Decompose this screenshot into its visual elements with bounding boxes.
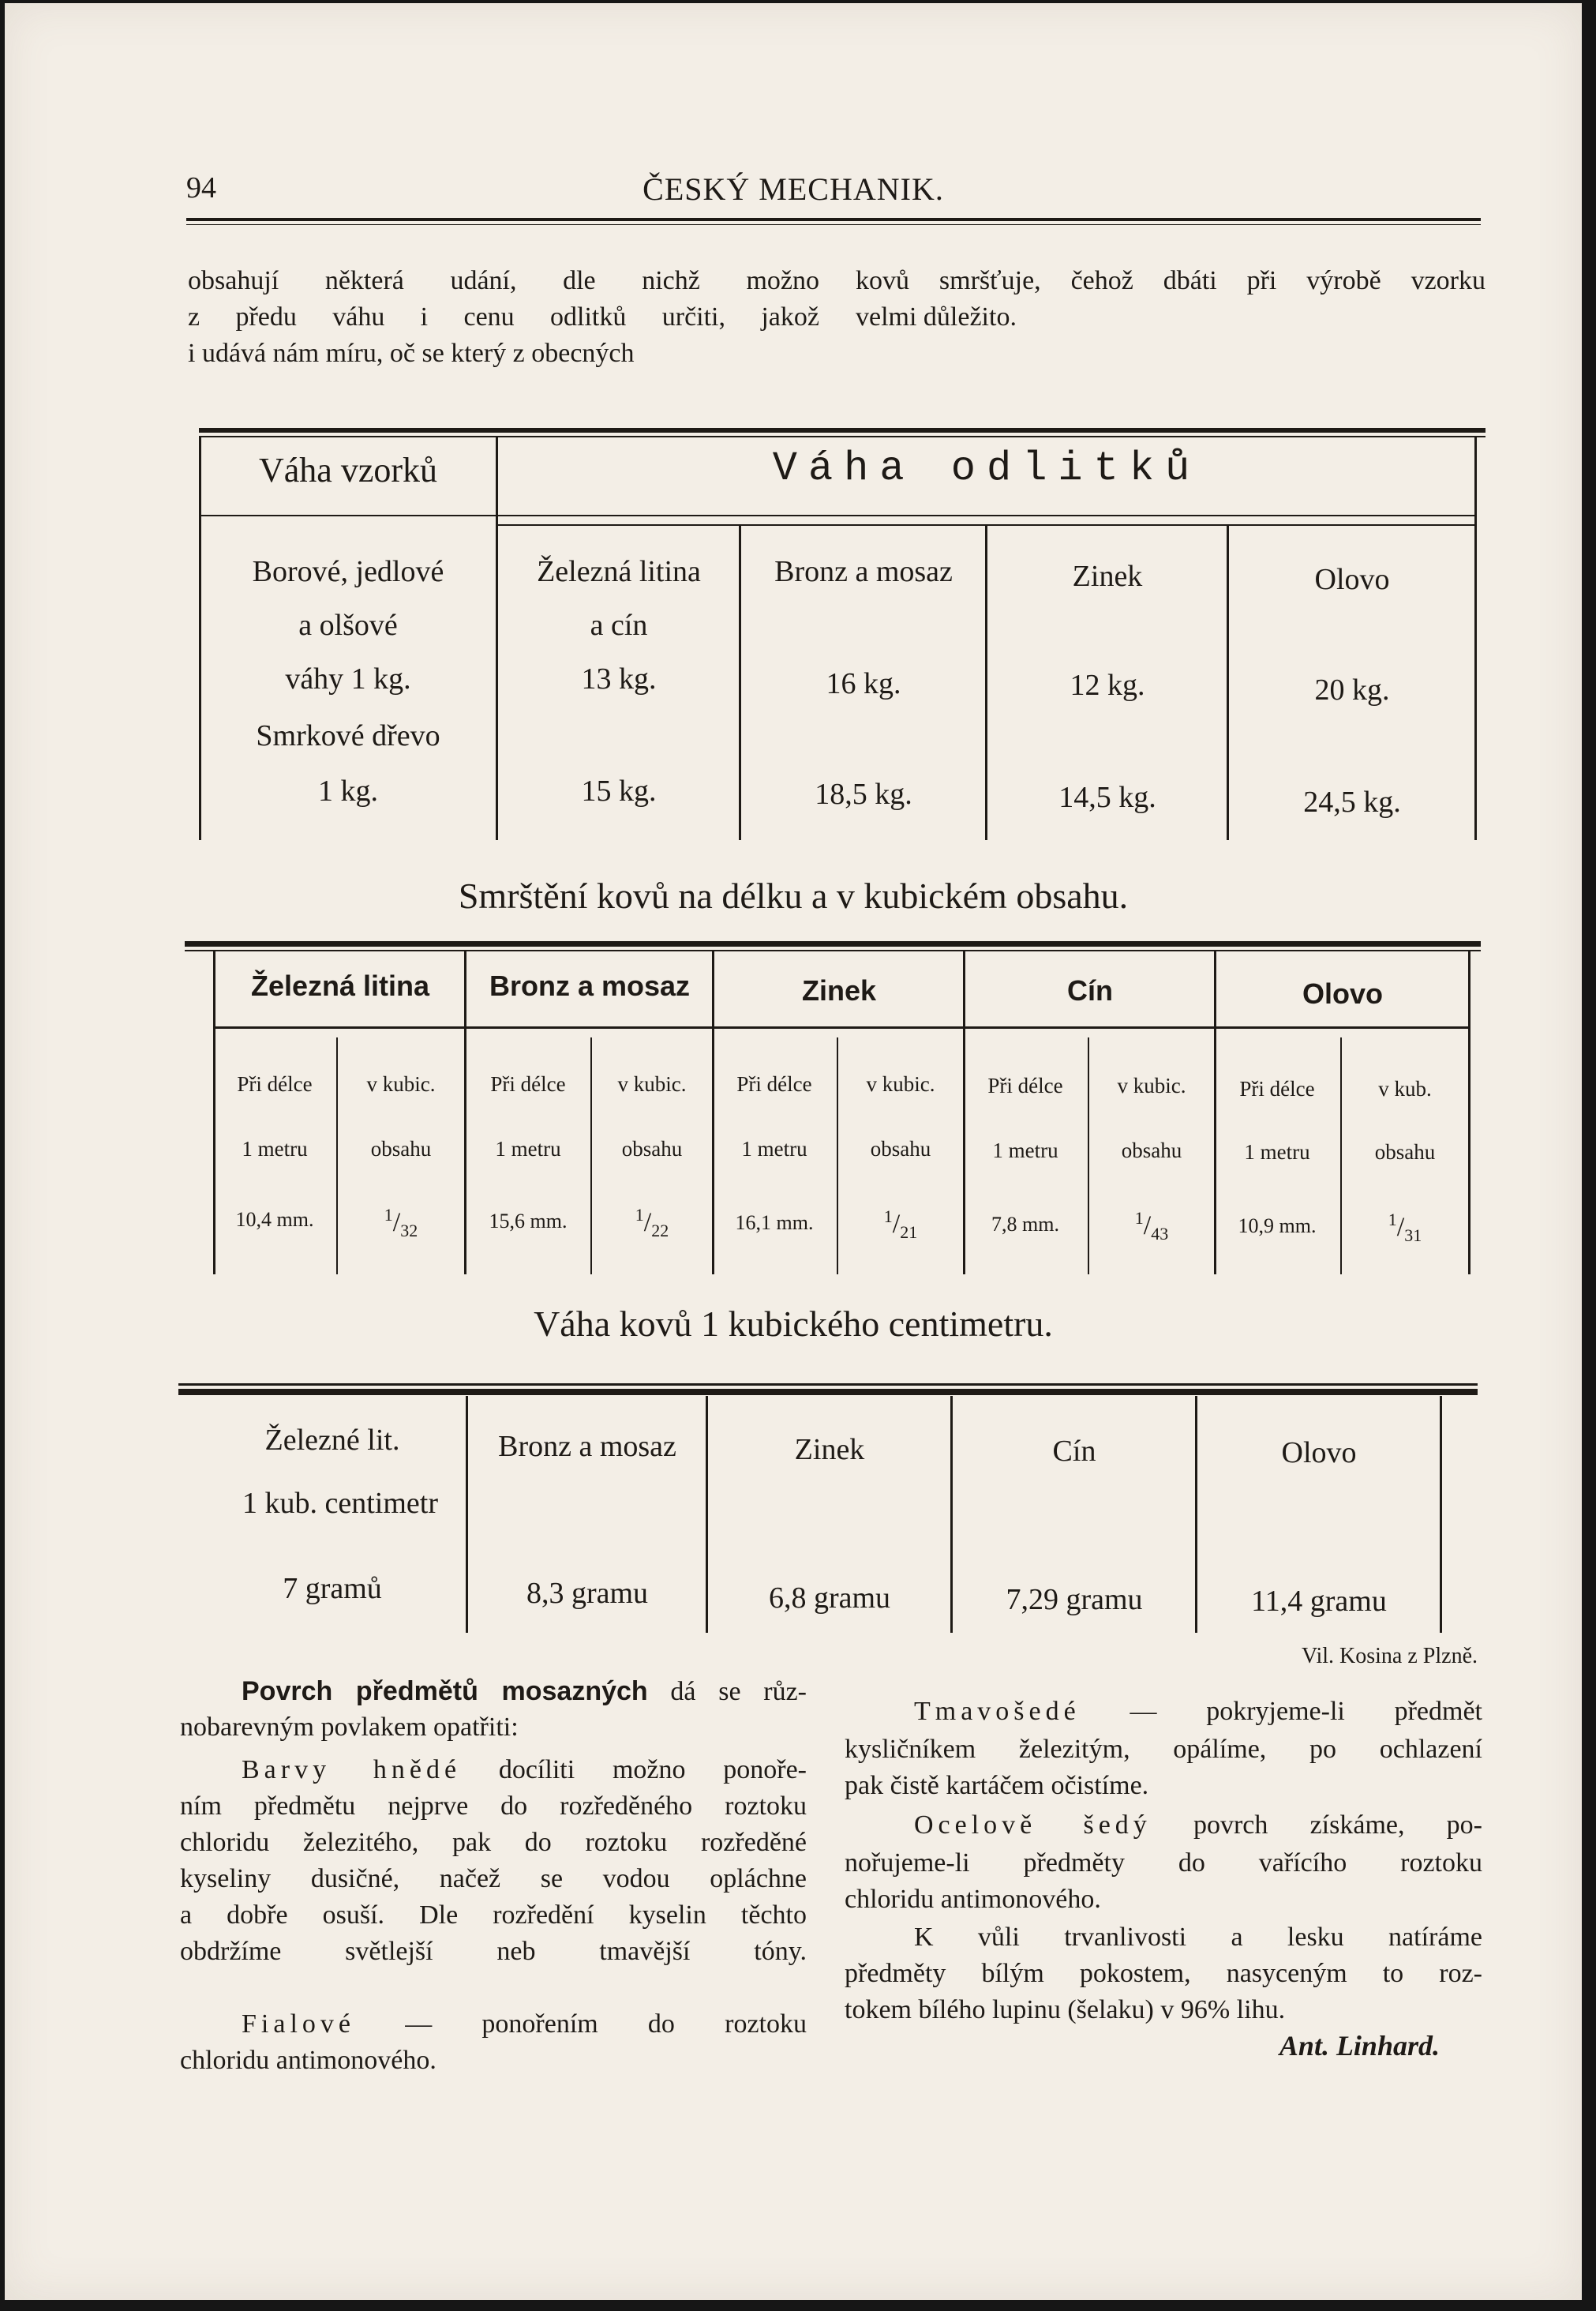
intro-left-line-3: i udává nám míru, oč se který z obecných (188, 339, 635, 368)
table2-metal-header: Olovo (1302, 977, 1383, 1010)
table2-subheader: obsahu (621, 1137, 683, 1161)
table2-value: 10,9 mm. (1238, 1214, 1317, 1237)
table1-cell: 14,5 kg. (1058, 781, 1156, 814)
right-col-line-3: pak čistě kartáčem očistíme. (845, 1771, 1149, 1800)
intro-left-line-1: obsahují některá udání, dle nichž možno (188, 266, 819, 295)
journal-title: ČESKÝ MECHANIK. (643, 171, 944, 207)
table2-fraction: $^1/_{21}$ (883, 1206, 918, 1243)
table1-cell: Bronz a mosaz (774, 555, 953, 588)
table1-cell: a cín (590, 609, 648, 642)
table2-subheader: 1 metru (992, 1139, 1058, 1162)
table2-subheader: Při délce (736, 1072, 812, 1096)
left-col-line-7: a dobře osuší. Dle rozředění kyselin těchto (180, 1900, 807, 1930)
table1-cell: Smrkové dřevo (256, 719, 440, 752)
right-col-line-2: kysličníkem železitým, opálíme, po ochlazení (845, 1735, 1482, 1764)
table2-subheader: 1 metru (1244, 1140, 1310, 1164)
left-col-line-1: Povrch předmětů mosazných dá se růz- (242, 1676, 807, 1706)
right-col-line-1: Tmavošedé — pokryjeme-li předmět (914, 1697, 1482, 1726)
author-signature-2: Ant. Linhard. (1279, 2030, 1440, 2062)
header-rule (186, 218, 1481, 221)
table1-cell: Olovo (1314, 563, 1390, 596)
table1-cell: Zinek (1072, 560, 1143, 593)
left-col-line-6: kyseliny dusičné, načež se vodou opláchne (180, 1864, 807, 1893)
right-col-line-4: Ocelově šedý povrch získáme, po- (914, 1810, 1482, 1840)
table2-subheader: Při délce (237, 1072, 313, 1096)
table1-cell: Železná litina (537, 555, 701, 588)
table3-value: 6,8 gramu (768, 1581, 891, 1615)
left-col-line-8: obdržíme světlejší neb tmavější tóny. (180, 1937, 807, 1966)
table3-metal-header: Bronz a mosaz (498, 1430, 676, 1463)
table2-subheader: v kubic. (866, 1072, 935, 1096)
right-col-line-7: K vůli trvanlivosti a lesku natíráme (914, 1923, 1482, 1952)
left-col-line-3: Barvy hnědé docíliti možno ponoře- (242, 1755, 807, 1784)
table1-cell: váhy 1 kg. (285, 662, 411, 696)
table1-header-casting-weight: Váha odlitků (772, 445, 1201, 492)
table1-header-pattern-weight: Váha vzorků (258, 451, 437, 490)
table2-subheader: 1 metru (741, 1137, 807, 1161)
table3-value: 7 gramů (283, 1572, 382, 1605)
table2-value: 10,4 mm. (235, 1208, 314, 1231)
table2-fraction: $^1/_{31}$ (1388, 1210, 1422, 1246)
table2-value: 15,6 mm. (489, 1210, 568, 1232)
table1-cell: 1 kg. (318, 775, 378, 808)
header-rule-thin (186, 224, 1481, 225)
table3-value: 7,29 gramu (1006, 1583, 1143, 1616)
table1-cell: 12 kg. (1070, 669, 1145, 702)
left-col-line-5: chloridu železitého, pak do roztoku rozředěné (180, 1828, 807, 1857)
table1-cell: 18,5 kg. (815, 778, 912, 811)
table3-metal-header: Olovo (1281, 1436, 1357, 1469)
table1-cell: 16 kg. (826, 667, 901, 700)
right-col-line-8: předměty bílým pokostem, nasyceným to roz- (845, 1959, 1482, 1988)
shrinkage-title: Smrštění kovů na délku a v kubickém obsahu. (458, 876, 1129, 916)
intro-left-line-2: z předu váhu i cenu odlitků určiti, jakož (188, 302, 819, 332)
left-col-line-11: chloridu antimonového. (180, 2046, 436, 2075)
table2-subheader: Při délce (490, 1072, 566, 1096)
table2-metal-header: Cín (1067, 974, 1113, 1007)
table2-subheader: Při délce (987, 1074, 1063, 1097)
table1-cell: 13 kg. (581, 662, 657, 696)
table2-subheader: v kub. (1378, 1077, 1432, 1101)
table2-subheader: 1 metru (242, 1137, 308, 1161)
table3-value: 11,4 gramu (1251, 1585, 1387, 1618)
table2-subheader: v kubic. (617, 1072, 687, 1096)
table2-subheader: 1 metru (495, 1137, 561, 1161)
table1-cell: 20 kg. (1314, 673, 1390, 707)
table2-metal-header: Bronz a mosaz (489, 970, 691, 1002)
author-credit-1: Vil. Kosina z Plzně. (1301, 1644, 1478, 1668)
table2-subheader: Při délce (1239, 1077, 1315, 1101)
table2-metal-header: Železná litina (250, 970, 430, 1002)
right-col-line-5: nořujeme-li předměty do vařícího roztoku (845, 1848, 1482, 1878)
table1-cell: 24,5 kg. (1303, 786, 1401, 819)
table3-metal-header: Železné lit. (264, 1424, 400, 1457)
intro-right-line-2: velmi důležito. (856, 302, 1017, 332)
left-col-line-4: ním předmětu nejprve do rozředěného roztoku (180, 1791, 807, 1821)
table1-cell: Borové, jedlové (252, 555, 444, 588)
page-number: 94 (186, 171, 216, 204)
table2-fraction: $^1/_{22}$ (635, 1205, 669, 1241)
table2-subheader: v kubic. (366, 1072, 436, 1096)
table3-metal-header: Zinek (794, 1433, 865, 1466)
table2-metal-header: Zinek (801, 974, 877, 1007)
left-col-line-2: nobarevným povlakem opatřiti: (180, 1713, 519, 1742)
table1-cell: a olšové (298, 609, 398, 642)
table2-subheader: obsahu (1121, 1139, 1182, 1162)
table3-unit-label: 1 kub. centimetr (242, 1487, 438, 1520)
density-title: Váha kovů 1 kubického centimetru. (534, 1304, 1053, 1344)
right-col-line-6: chloridu antimonového. (845, 1885, 1101, 1914)
table2-value: 16,1 mm. (735, 1211, 814, 1234)
table2-subheader: obsahu (1374, 1140, 1436, 1164)
table2-fraction: $^1/_{32}$ (384, 1205, 418, 1241)
intro-right-line-1: kovů smršťuje, čehož dbáti při výrobě vzorku (856, 266, 1485, 295)
left-col-line-10: Fialové — ponořením do roztoku (242, 2009, 807, 2039)
table2-subheader: v kubic. (1117, 1074, 1186, 1097)
right-col-line-9: tokem bílého lupinu (šelaku) v 96% lihu. (845, 1995, 1286, 2024)
table2-subheader: obsahu (870, 1137, 931, 1161)
table1-cell: 15 kg. (581, 775, 657, 808)
table2-subheader: obsahu (370, 1137, 432, 1161)
table3-metal-header: Cín (1052, 1435, 1096, 1468)
table2-value: 7,8 mm. (991, 1213, 1059, 1236)
table2-fraction: $^1/_{43}$ (1134, 1208, 1169, 1244)
page (5, 3, 1582, 2300)
table3-value: 8,3 gramu (526, 1577, 649, 1610)
